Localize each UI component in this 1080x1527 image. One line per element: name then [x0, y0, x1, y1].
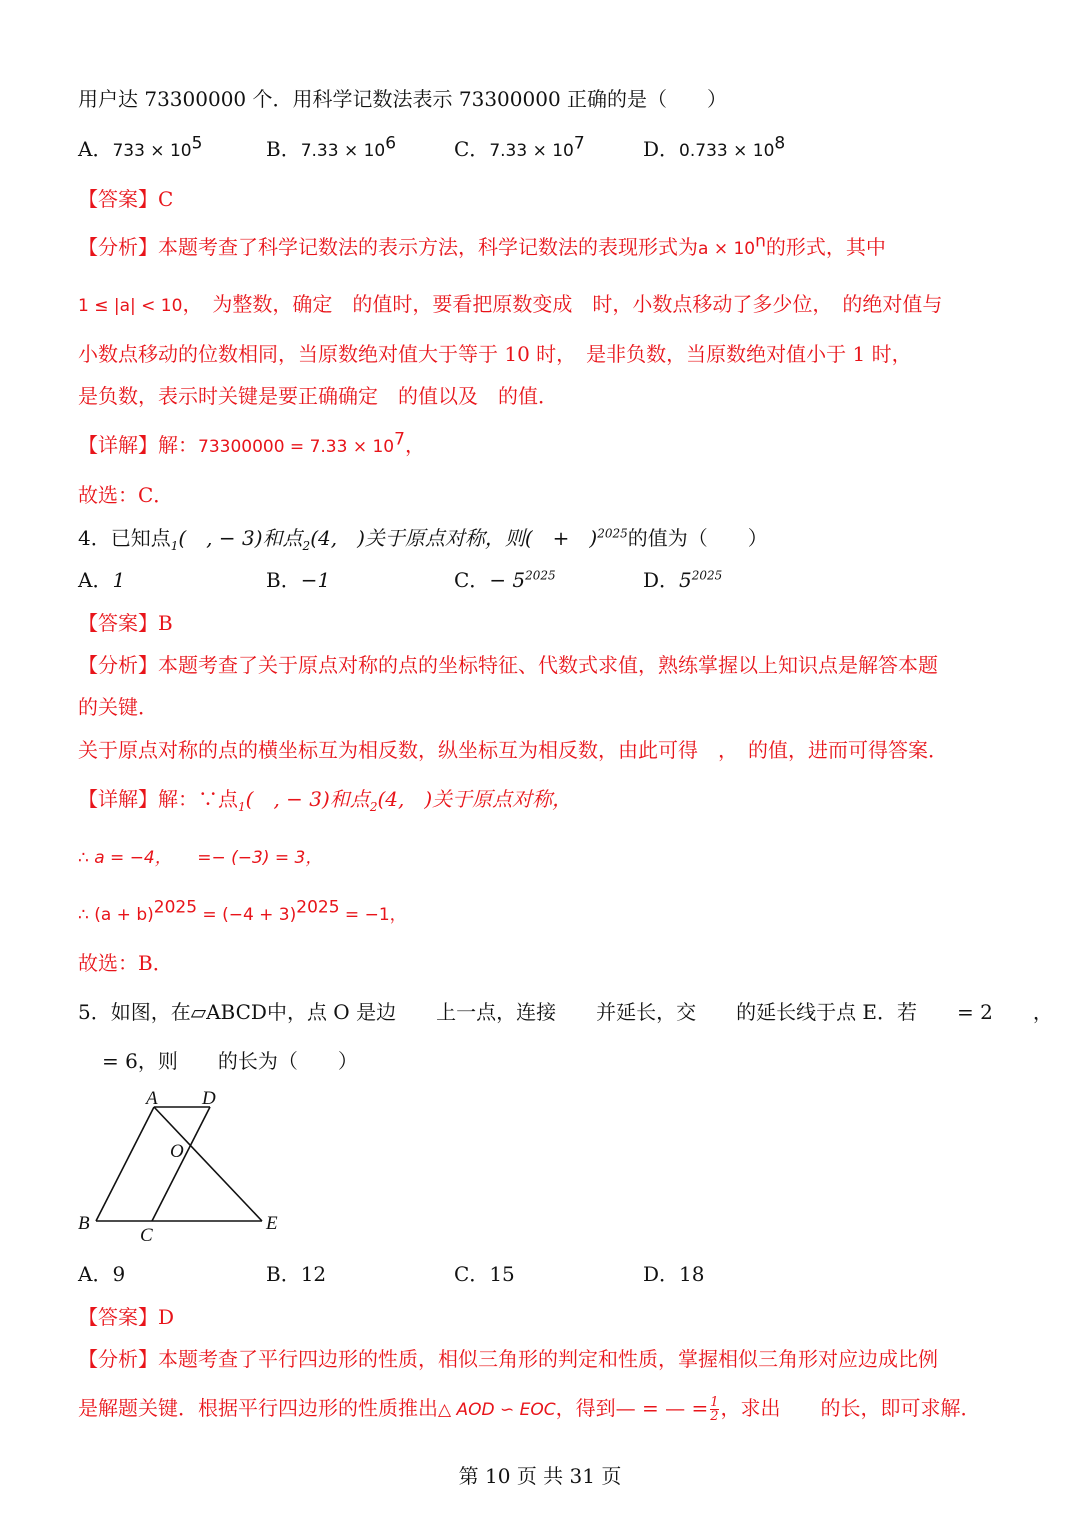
label-c: C [140, 1225, 153, 1246]
label-o: O [170, 1141, 184, 1162]
q3-analysis-line-3: 小数点移动的位数相同，当原数绝对值大于等于 10 时， 是非负数，当原数绝对值小于 1 时， [78, 342, 912, 366]
q4-option-b: B．−1 [266, 568, 331, 592]
q5-analysis-line-1: 【分析】本题考查了平行四边形的性质，相似三角形的判定和性质，掌握相似三角形对应边成比例 [78, 1347, 938, 1371]
q3-detail: 【详解】解：$73300000 = 7.33 \times 10^7$， [78, 429, 425, 457]
q4-option-c: C．− $5^{2025}$ [454, 568, 556, 592]
q3-option-c: C．$7.33 \times 10^7$ [454, 133, 585, 161]
q5-analysis-line-2: 是解题关键．根据平行四边形的性质推出△ AOD ∽ EOC，得到— = — = $\frac{1}{2}$ ，求出 的长，即可求解． [78, 1395, 981, 1424]
label-b: B [78, 1213, 90, 1234]
q4-answer: 【答案】B [78, 611, 173, 635]
q4-stem: 4．已知点$_1$( , − 3)和点$_2$(4, )关于原点对称，则( + )$^{2025}$的值为（ ） [78, 526, 768, 553]
page-footer: 第 10 页 共 31 页 [458, 1464, 622, 1488]
q5-stem-line-1: 5．如图，在▱ABCD中，点 O 是边 上一点，连接 并延长，交 的延长线于点 E．若 = 2 ， [78, 1000, 1053, 1024]
q4-conclusion: 故选：B． [78, 951, 173, 975]
q3-analysis-line-1: 【分析】本题考查了科学记数法的表示方法，科学记数法的表现形式为$a \times 10^n$的形式，其中 [78, 231, 886, 259]
label-d: D [202, 1088, 216, 1109]
fraction-numerator: 1 [710, 1395, 719, 1410]
q3-conclusion: 故选：C． [78, 483, 174, 507]
q4-detail: 【详解】解：∵点$_1$( , − 3)和点$_2$(4, )关于原点对称， [78, 787, 573, 814]
fraction-denominator: 2 [710, 1409, 719, 1424]
q5-figure [70, 1085, 300, 1250]
q3-analysis-line-4: 是负数，表示时关键是要正确确定 的值以及 的值． [78, 384, 558, 408]
segment-ae [154, 1107, 262, 1221]
q5-option-a: A．9 [78, 1262, 126, 1286]
q4-analysis-line-1: 【分析】本题考查了关于原点对称的点的坐标特征、代数式求值，熟练掌握以上知识点是解答本题 [78, 653, 938, 677]
q5-option-c: C．15 [454, 1262, 515, 1286]
segment-dc [152, 1107, 210, 1221]
q4-step-1: ∴ a = −4， =− (−3) = 3， [78, 848, 323, 868]
q4-option-a: A．1 [78, 568, 126, 592]
label-a: A [146, 1088, 158, 1109]
q3-option-b: B．$7.33 \times 10^6$ [266, 133, 397, 161]
q4-step-2: ∴ $(a + b)^{2025} = (-4 + 3)^{2025} = -1$， [78, 897, 407, 925]
q4-analysis-line-2: 的关键． [78, 695, 158, 719]
q3-option-d: D．$0.733 \times 10^8$ [643, 133, 786, 161]
q3-option-a: A．$733 \times 10^5$ [78, 133, 203, 161]
label-e: E [266, 1213, 278, 1234]
segment-ab [96, 1107, 154, 1221]
q4-analysis-line-3: 关于原点对称的点的横坐标互为相反数，纵坐标互为相反数，由此可得 ， 的值，进而可得答案． [78, 738, 948, 762]
q5-option-b: B．12 [266, 1262, 327, 1286]
q4-option-d: D．$5^{2025}$ [643, 568, 723, 592]
q5-stem-line-2: = 6，则 的长为（ ） [82, 1049, 358, 1073]
q5-answer: 【答案】D [78, 1305, 175, 1329]
q3-answer: 【答案】C [78, 187, 174, 211]
q3-analysis-line-2: 1 ≤ |a| < 10， 为整数，确定 的值时，要看把原数变成 时，小数点移动了多少位， 的绝对值与 [78, 292, 943, 316]
q5-option-d: D．18 [643, 1262, 705, 1286]
q3-stem: 用户达 73300000 个．用科学记数法表示 73300000 正确的是（ ） [78, 87, 728, 111]
